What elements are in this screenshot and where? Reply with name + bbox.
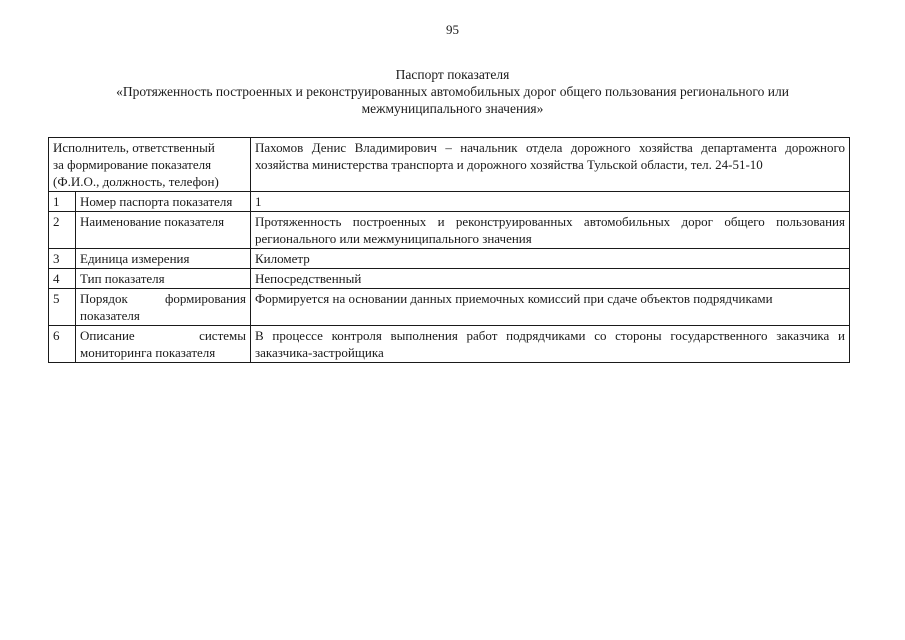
row-value: 1 bbox=[251, 192, 850, 212]
row-label: Описание системы мониторинга показателя bbox=[76, 326, 251, 363]
row-number: 2 bbox=[49, 212, 76, 249]
table-row bbox=[49, 212, 850, 249]
executor-label-line: за формирование показателя bbox=[53, 157, 212, 172]
executor-label-line: (Ф.И.О., должность, телефон) bbox=[53, 174, 219, 189]
document-title bbox=[40, 66, 865, 117]
executor-label bbox=[49, 138, 251, 192]
executor-label-line: Исполнитель, ответственный bbox=[53, 140, 215, 155]
row-number: 4 bbox=[49, 269, 76, 289]
row-number: 3 bbox=[49, 249, 76, 269]
table-row bbox=[49, 289, 850, 326]
row-label: Наименование показателя bbox=[76, 212, 251, 249]
page-number: 95 bbox=[446, 22, 459, 37]
title-line-1: Паспорт показателя bbox=[395, 67, 510, 82]
row-number: 6 bbox=[49, 326, 76, 363]
title-line-3: межмуниципального значения» bbox=[361, 101, 544, 116]
row-label: Номер паспорта показателя bbox=[76, 192, 251, 212]
row-value: Формируется на основании данных приемочных комиссий при сдаче объектов подрядчиками bbox=[251, 289, 850, 326]
title-line-2: «Протяженность построенных и реконструированных автомобильных дорог общего пользования регионального или bbox=[116, 84, 789, 99]
row-value: Протяженность построенных и реконструированных автомобильных дорог общего пользования регионального или межмуниципального значения bbox=[251, 212, 850, 249]
executor-value: Пахомов Денис Владимирович – начальник отдела дорожного хозяйства департамента дорожного хозяйства министерства транспорта и дорожного хозяйства Тульской области, тел. 24-51-10 bbox=[251, 138, 850, 192]
row-number: 5 bbox=[49, 289, 76, 326]
table-row bbox=[49, 269, 850, 289]
row-number: 1 bbox=[49, 192, 76, 212]
row-value: Непосредственный bbox=[251, 269, 850, 289]
table-row-executor bbox=[49, 138, 850, 192]
row-label: Единица измерения bbox=[76, 249, 251, 269]
row-label: Порядок формирования показателя bbox=[76, 289, 251, 326]
row-value: Километр bbox=[251, 249, 850, 269]
passport-table bbox=[48, 137, 850, 363]
row-value: В процессе контроля выполнения работ подрядчиками со стороны государственного заказчика и заказчика-застройщика bbox=[251, 326, 850, 363]
table-row bbox=[49, 249, 850, 269]
row-label: Тип показателя bbox=[76, 269, 251, 289]
table-row bbox=[49, 326, 850, 363]
table-row bbox=[49, 192, 850, 212]
